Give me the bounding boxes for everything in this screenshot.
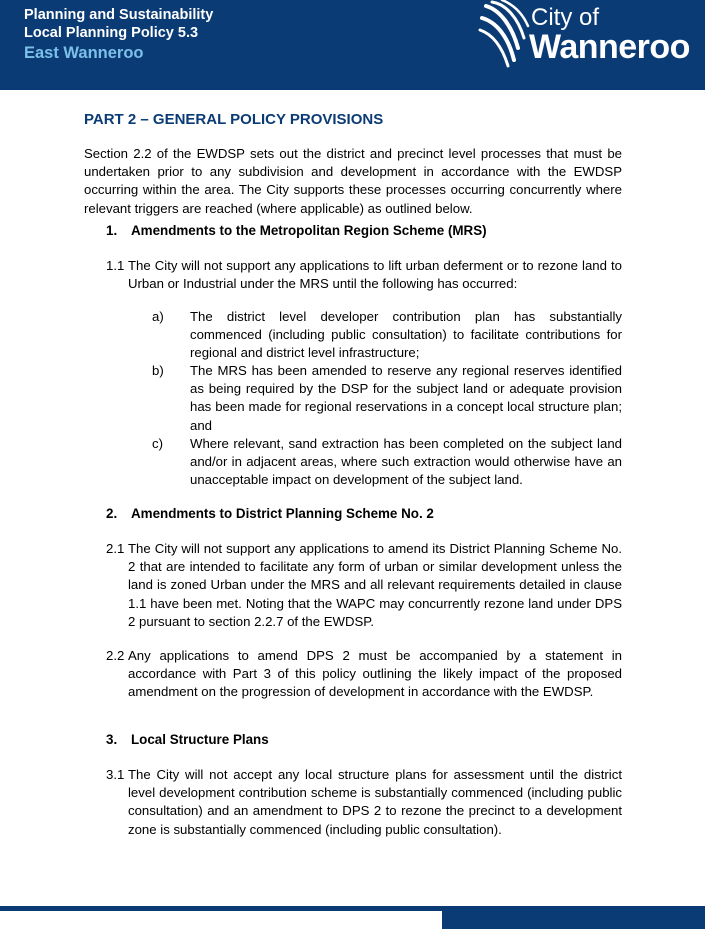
list-item-text: The district level developer contribution plan has substantially commenced (including public consultation) to facilitate contributions for regional and district level infrastructure; (190, 309, 622, 361)
header-policy-name: East Wanneroo (24, 44, 144, 62)
part-heading: PART 2 – GENERAL POLICY PROVISIONS (84, 111, 384, 128)
section-title: Local Structure Plans (131, 732, 269, 747)
clause-number: 2.2 (106, 648, 125, 663)
list-item-text: The MRS has been amended to reserve any regional reserves identified as being required by the DSP for the subject land or adequate provision has been made for regional reservations in a concept local structure plan; and (190, 363, 622, 433)
clause-text: The City will not support any applications to lift urban deferment or to rezone land to Urban or Industrial under the MRS until the following has occurred: (128, 258, 622, 292)
list-item-label: b) (152, 363, 164, 378)
intro-paragraph: Section 2.2 of the EWDSP sets out the district and precinct level processes that must be undertaken prior to any subdivision and development in accordance with the EWDSP occurring within the area. The City supports these processes occurring concurrently where relevant triggers are reached (where applicable) as outlined below. (84, 146, 622, 216)
clause-number: 1.1 (106, 258, 125, 273)
section-number: 2. (106, 506, 118, 521)
list-item-label: c) (152, 436, 163, 451)
clause-number: 2.1 (106, 541, 125, 556)
clause-text: The City will not support any applications to amend its District Planning Scheme No. 2 that are intended to facilitate any form of urban or similar development unless the land is zoned Urban under the MRS and all relevant requirements detailed in clause 1.1 have been met. Noting that the WAPC may concurrently rezone land under DPS 2 pursuant to section 2.2.7 of the EWDSP. (128, 541, 622, 629)
clause-number: 3.1 (106, 767, 125, 782)
logo-wanneroo-text: Wanneroo (529, 28, 690, 66)
section-title: Amendments to the Metropolitan Region Scheme (MRS) (131, 223, 487, 238)
city-of-wanneroo-logo (478, 0, 700, 72)
clause-text: The City will not accept any local structure plans for assessment until the district level development contribution scheme is substantially commenced (including public consultation) and an amendment to DPS 2 to rezone the precinct to a development zone is substantially commenced (including public consultation). (128, 767, 622, 837)
header-policy-number: Local Planning Policy 5.3 (24, 25, 199, 41)
list-item-label: a) (152, 309, 164, 324)
header-department: Planning and Sustainability (24, 7, 214, 23)
logo-city-of-text: City of (531, 4, 600, 31)
section-number: 1. (106, 223, 118, 238)
list-item-text: Where relevant, sand extraction has been completed on the subject land and/or in adjacent areas, where such extraction would otherwise have an unacceptable impact on development of the subject land. (190, 436, 622, 488)
page-header (0, 0, 705, 90)
section-number: 3. (106, 732, 118, 747)
section-title: Amendments to District Planning Scheme No. 2 (131, 506, 434, 521)
footer-block (442, 906, 705, 929)
clause-text: Any applications to amend DPS 2 must be accompanied by a statement in accordance with Part 3 of this policy outlining the likely impact of the proposed amendment on the progression of development in accordance with the EWDSP. (128, 648, 622, 700)
